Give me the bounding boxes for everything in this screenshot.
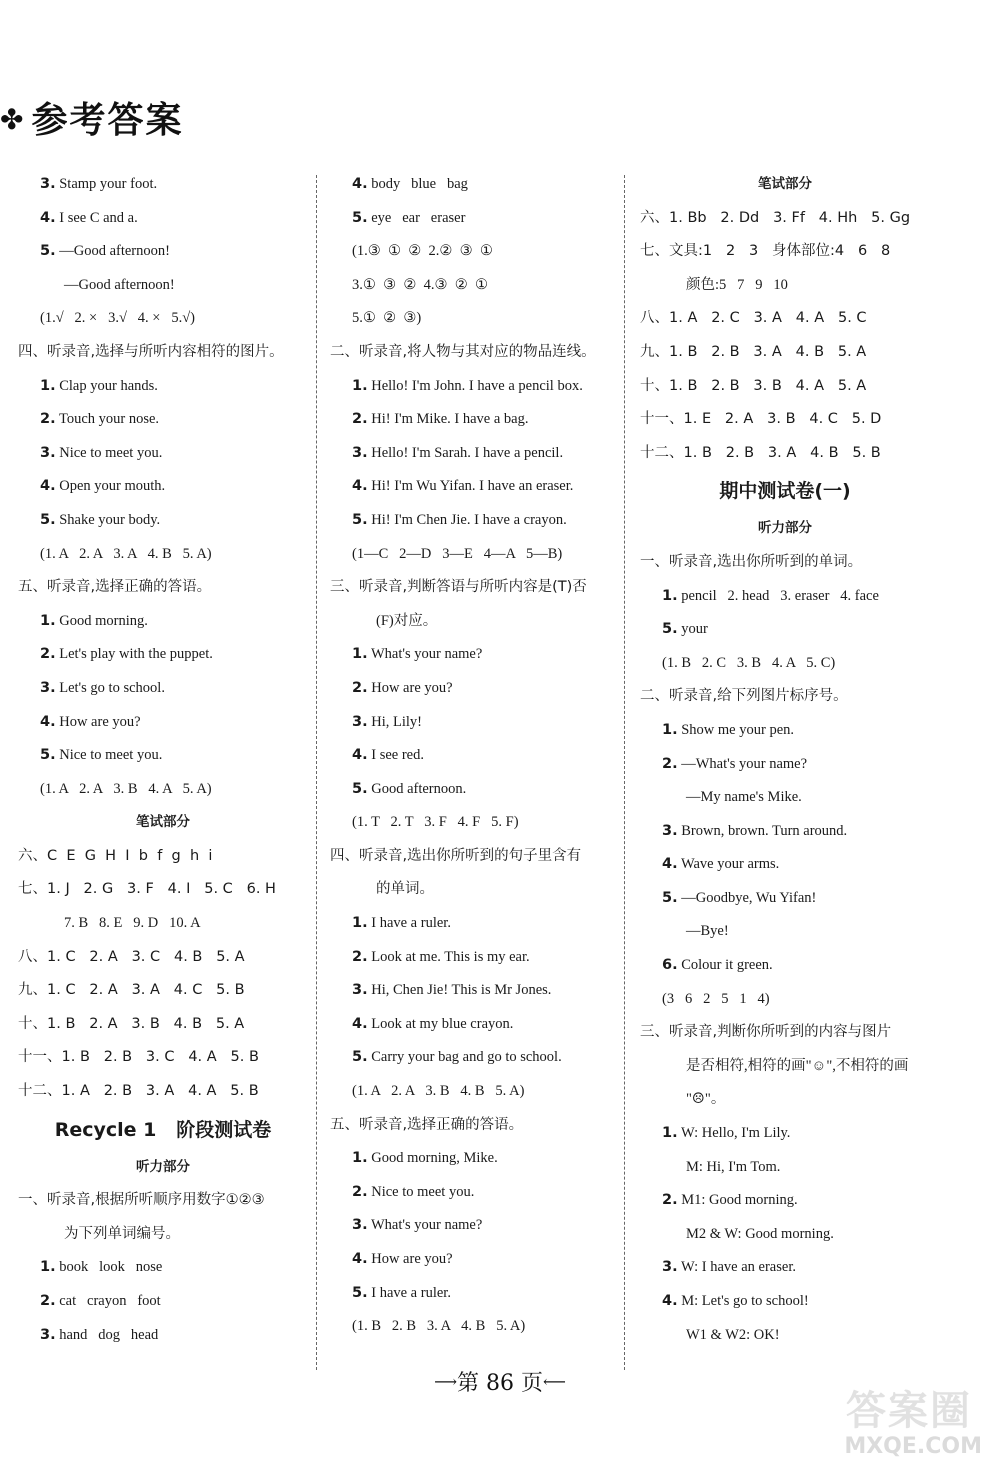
answer-line [330, 1142, 620, 1176]
answer-text: (1—C 2—D 3—E 4—A 5—B) [352, 545, 563, 562]
answer-line [330, 1209, 620, 1243]
answer-line [18, 302, 308, 336]
test-title: Recycle 1 阶段测试卷 [54, 1118, 272, 1141]
answer-line [330, 504, 620, 538]
item-number: 1. [40, 377, 56, 394]
answer-text: Carry your bag and go to school. [367, 1049, 562, 1066]
answer-line [18, 638, 308, 672]
item-number: 5. [352, 780, 368, 797]
item-number: 3. [662, 822, 678, 839]
answer-line [330, 403, 620, 437]
answer-line [330, 235, 620, 269]
item-number: 4. [352, 1015, 368, 1032]
section-heading: 六、1. Bb 2. Dd 3. Ff 4. Hh 5. Gg [640, 209, 911, 226]
answer-text: cat crayon foot [55, 1293, 161, 1309]
section-heading: 三、听录音,判断答语与所听内容是(T)否 [330, 579, 587, 596]
continuation-line: W1 & W2: OK! [686, 1326, 780, 1343]
answer-text: (1. B 2. B 3. A 4. B 5. A) [352, 1318, 526, 1335]
answer-line [18, 739, 308, 773]
answer-line [18, 672, 308, 706]
answer-text: 3.① ③ ② 4.③ ② ① [352, 276, 488, 293]
section-heading: 八、1. C 2. A 3. C 4. B 5. A [18, 948, 245, 965]
answer-line [330, 941, 620, 975]
answer-text: I have a ruler. [367, 1284, 451, 1301]
item-number: 3. [352, 444, 368, 461]
answer-text: What's your name? [367, 1217, 483, 1234]
answer-line [640, 647, 930, 681]
section-heading: 二、听录音,给下列图片标序号。 [640, 688, 848, 705]
right-arrow-icon: ⟵ [542, 1372, 566, 1391]
item-number: 1. [352, 646, 368, 663]
part-heading: 笔试部分 [758, 176, 812, 192]
item-number: 2. [662, 1192, 678, 1209]
answer-text: Hi! I'm Wu Yifan. I have an eraser. [367, 478, 574, 495]
answer-line [18, 504, 308, 538]
answer-text: hand dog head [55, 1326, 159, 1343]
answer-line [640, 1251, 930, 1285]
answer-line [18, 538, 308, 572]
item-number: 1. [352, 915, 368, 932]
item-number: 3. [40, 444, 56, 461]
answer-text: Brown, brown. Turn around. [677, 822, 848, 839]
item-number: 1. [352, 1150, 368, 1167]
answer-line [18, 235, 308, 269]
section-heading: 七、1. J 2. G 3. F 4. I 5. C 6. H [18, 881, 276, 898]
page-title-text: 参考答案 [31, 100, 184, 141]
item-number: 5. [662, 889, 678, 906]
answer-text: Clap your hands. [55, 377, 158, 394]
continuation-line: —Good afternoon! [64, 276, 175, 293]
answer-text: Open your mouth. [55, 478, 166, 495]
item-number: 5. [352, 511, 368, 528]
answer-line [18, 605, 308, 639]
answer-line [330, 974, 620, 1008]
answer-line [18, 1285, 308, 1319]
answer-text: 5.① ② ③) [352, 310, 422, 327]
answer-text: (1. A 2. A 3. B 4. B 5. A) [352, 1083, 525, 1100]
answer-line [640, 580, 930, 614]
answer-text: body blue bag [367, 176, 468, 192]
answer-line [330, 672, 620, 706]
answer-text: (1. T 2. T 3. F 4. F 5. F) [352, 814, 519, 831]
answer-text: Let's go to school. [55, 679, 165, 696]
section-heading: 四、听录音,选择与所听内容相符的图片。 [18, 343, 284, 360]
item-number: 5. [352, 209, 368, 226]
answer-line [330, 806, 620, 840]
item-number: 1. [662, 721, 678, 738]
page-number: 第 86 页 [457, 1371, 543, 1396]
answer-text: (1. A 2. A 3. B 4. A 5. A) [40, 780, 212, 797]
section-heading: 十、1. B 2. B 3. B 4. A 5. A [640, 377, 867, 394]
column-divider-1 [316, 175, 317, 1370]
section-heading: 十、1. B 2. A 3. B 4. B 5. A [18, 1015, 245, 1032]
item-number: 3. [40, 679, 56, 696]
item-number: 2. [352, 679, 368, 696]
answer-text: (1.③ ① ② 2.② ③ ① [352, 243, 493, 260]
answer-line [330, 739, 620, 773]
item-number: 3. [352, 713, 368, 730]
answer-text: Hello! I'm Sarah. I have a pencil. [367, 444, 564, 461]
column-3 [640, 168, 930, 1352]
answer-text: (1. B 2. C 3. B 4. A 5. C) [662, 654, 836, 671]
answer-text: Show me your pen. [677, 721, 794, 738]
answer-text: —Goodbye, Wu Yifan! [677, 889, 817, 906]
decoration-icon: ✤ [0, 103, 26, 136]
answer-line [330, 538, 620, 572]
answer-line [640, 748, 930, 782]
item-number: 4. [40, 478, 56, 495]
section-heading: 十一、1. E 2. A 3. B 4. C 5. D [640, 411, 882, 428]
answer-line [330, 1176, 620, 1210]
answer-text: eye ear eraser [367, 209, 466, 226]
answer-line [18, 202, 308, 236]
answer-text: Hi! I'm Chen Jie. I have a crayon. [367, 511, 567, 528]
answer-text: M1: Good morning. [677, 1192, 798, 1209]
section-heading: 二、听录音,将人物与其对应的物品连线。 [330, 343, 596, 360]
answer-line [640, 983, 930, 1017]
left-arrow-icon: ⟶ [434, 1372, 457, 1391]
answer-line [330, 773, 620, 807]
continuation-line: 为下列单词编号。 [64, 1225, 180, 1242]
section-heading: 五、听录音,选择正确的答语。 [18, 579, 212, 596]
continuation-line: (F)对应。 [376, 612, 438, 629]
item-number: 2. [662, 755, 678, 772]
item-number: 3. [40, 1326, 56, 1343]
answer-line [330, 302, 620, 336]
section-heading: 一、听录音,选出你所听到的单词。 [640, 553, 863, 570]
part-heading: 听力部分 [758, 520, 812, 537]
column-2 [330, 168, 620, 1344]
answer-line [18, 403, 308, 437]
answer-line [330, 1310, 620, 1344]
section-heading: 四、听录音,选出你所听到的句子里含有 [330, 847, 582, 864]
continuation-line: —Bye! [686, 923, 729, 940]
answer-line [18, 437, 308, 471]
page-title [0, 92, 183, 143]
item-number: 4. [352, 1251, 368, 1267]
answer-text: (1. A 2. A 3. A 4. B 5. A) [40, 545, 212, 562]
answer-line [330, 1075, 620, 1109]
continuation-line: 7. B 8. E 9. D 10. A [64, 915, 201, 932]
item-number: 3. [352, 1217, 368, 1234]
part-heading: 笔试部分 [136, 814, 190, 831]
answer-line [640, 949, 930, 983]
answer-text: W: Hello, I'm Lily. [677, 1125, 791, 1142]
section-heading: 八、1. A 2. C 3. A 4. A 5. C [640, 310, 867, 327]
item-number: 2. [40, 646, 56, 663]
section-heading: 十一、1. B 2. B 3. C 4. A 5. B [18, 1049, 259, 1066]
answer-line [330, 470, 620, 504]
answer-text: Nice to meet you. [55, 444, 163, 461]
answer-text: I see red. [367, 747, 424, 764]
answer-text: I see C and a. [55, 209, 138, 226]
item-number: 5. [352, 1284, 368, 1301]
answer-text: What's your name? [367, 646, 483, 663]
answer-text: Hello! I'm John. I have a pencil box. [367, 377, 583, 394]
continuation-line: —My name's Mike. [686, 789, 802, 806]
answer-text: How are you? [367, 679, 453, 696]
answer-line [640, 815, 930, 849]
item-number: 4. [352, 176, 368, 192]
answer-line [330, 638, 620, 672]
item-number: 2. [40, 1293, 56, 1309]
item-number: 5. [40, 511, 56, 528]
answer-text: Good morning. [55, 612, 148, 629]
answer-text: pencil 2. head 3. eraser 4. face [677, 587, 879, 604]
answer-text: W: I have an eraser. [677, 1259, 796, 1276]
continuation-line: 是否相符,相符的画"☺",不相符的画 [686, 1057, 909, 1074]
section-heading: 十二、1. A 2. B 3. A 4. A 5. B [18, 1083, 259, 1100]
answer-text: How are you? [55, 713, 141, 730]
item-number: 3. [352, 982, 368, 999]
watermark-logo: 答案圈 [846, 1388, 972, 1434]
item-number: 1. [662, 1125, 678, 1142]
item-number: 4. [662, 856, 678, 873]
continuation-line: M: Hi, I'm Tom. [686, 1158, 781, 1175]
answer-line [18, 1319, 308, 1353]
answer-text: Hi, Lily! [367, 713, 422, 730]
column-divider-2 [624, 175, 625, 1370]
item-number: 3. [662, 1259, 678, 1276]
answer-line [640, 848, 930, 882]
answer-line [640, 1184, 930, 1218]
continuation-line: 颜色:5 7 9 10 [686, 276, 788, 293]
item-number: 4. [352, 478, 368, 495]
section-heading: 十二、1. B 2. B 3. A 4. B 5. B [640, 444, 881, 461]
answer-line [330, 1243, 620, 1277]
answer-text: Hi! I'm Mike. I have a bag. [367, 411, 529, 428]
item-number: 1. [40, 612, 56, 629]
answer-line [640, 1285, 930, 1319]
answer-line [330, 1041, 620, 1075]
answer-text: Let's play with the puppet. [55, 646, 213, 663]
continuation-line: 的单词。 [376, 881, 434, 898]
answer-text: Nice to meet you. [367, 1183, 475, 1200]
answer-line [330, 168, 620, 202]
answer-line [330, 269, 620, 303]
answer-text: Look at me. This is my ear. [367, 948, 530, 965]
item-number: 5. [662, 621, 678, 638]
answer-line [330, 706, 620, 740]
watermark-site: MXQE.COM [844, 1434, 982, 1459]
item-number: 5. [40, 243, 56, 260]
column-1 [18, 168, 308, 1352]
answer-line [18, 1251, 308, 1285]
answer-text: Touch your nose. [55, 411, 160, 428]
section-heading: 三、听录音,判断你所听到的内容与图片 [640, 1024, 892, 1041]
answer-line [330, 1008, 620, 1042]
answer-text: Look at my blue crayon. [367, 1015, 514, 1032]
answer-line [640, 882, 930, 916]
item-number: 4. [352, 747, 368, 764]
section-heading: 七、文具:1 2 3 身体部位:4 6 8 [640, 243, 891, 260]
answer-text: M: Let's go to school! [677, 1293, 809, 1309]
item-number: 4. [40, 713, 56, 730]
continuation-line: "☹"。 [686, 1091, 726, 1108]
section-heading: 五、听录音,选择正确的答语。 [330, 1116, 524, 1133]
answer-text: Nice to meet you. [55, 747, 163, 764]
answer-line [640, 714, 930, 748]
answer-line [330, 1277, 620, 1311]
part-heading: 听力部分 [136, 1158, 190, 1175]
answer-text: Stamp your foot. [55, 176, 158, 192]
answer-text: How are you? [367, 1251, 453, 1267]
answer-text: —Good afternoon! [55, 243, 170, 260]
answer-line [18, 370, 308, 404]
answer-line [330, 907, 620, 941]
answer-text: (3 6 2 5 1 4) [662, 990, 770, 1007]
answer-text: I have a ruler. [367, 915, 451, 932]
item-number: 1. [662, 587, 678, 604]
answer-line [330, 437, 620, 471]
item-number: 2. [352, 411, 368, 428]
answer-line [640, 1117, 930, 1151]
answer-text: Hi, Chen Jie! This is Mr Jones. [367, 982, 552, 999]
item-number: 2. [352, 1183, 368, 1200]
item-number: 6. [662, 957, 678, 974]
item-number: 1. [40, 1259, 56, 1276]
section-heading: 九、1. B 2. B 3. A 4. B 5. A [640, 343, 867, 360]
section-heading: 六、C E G H I b f g h i [18, 847, 213, 864]
section-heading: 九、1. C 2. A 3. A 4. C 5. B [18, 982, 245, 999]
answer-line [640, 613, 930, 647]
item-number: 2. [352, 948, 368, 965]
item-number: 1. [352, 377, 368, 394]
answer-line [18, 168, 308, 202]
item-number: 3. [40, 176, 56, 192]
answer-line [18, 773, 308, 807]
test-title: 期中测试卷(一) [719, 480, 851, 503]
answer-text: Colour it green. [677, 957, 773, 974]
answer-line [18, 470, 308, 504]
answer-text: Good afternoon. [367, 780, 467, 797]
answer-text: Shake your body. [55, 511, 161, 528]
watermark [782, 1379, 982, 1459]
answer-text: Wave your arms. [677, 856, 780, 873]
answer-text: (1.√ 2. × 3.√ 4. × 5.√) [40, 310, 196, 327]
answer-line [18, 706, 308, 740]
item-number: 5. [352, 1049, 368, 1066]
item-number: 4. [662, 1293, 678, 1309]
answer-text: —What's your name? [677, 755, 808, 772]
continuation-line: M2 & W: Good morning. [686, 1225, 834, 1242]
answer-line [330, 202, 620, 236]
answer-text: your [677, 621, 708, 638]
answer-text: Good morning, Mike. [367, 1150, 498, 1167]
item-number: 4. [40, 209, 56, 226]
item-number: 2. [40, 411, 56, 428]
answer-line [330, 370, 620, 404]
answer-text: book look nose [55, 1259, 163, 1276]
section-heading: 一、听录音,根据所听顺序用数字①②③ [18, 1192, 265, 1209]
item-number: 5. [40, 747, 56, 764]
